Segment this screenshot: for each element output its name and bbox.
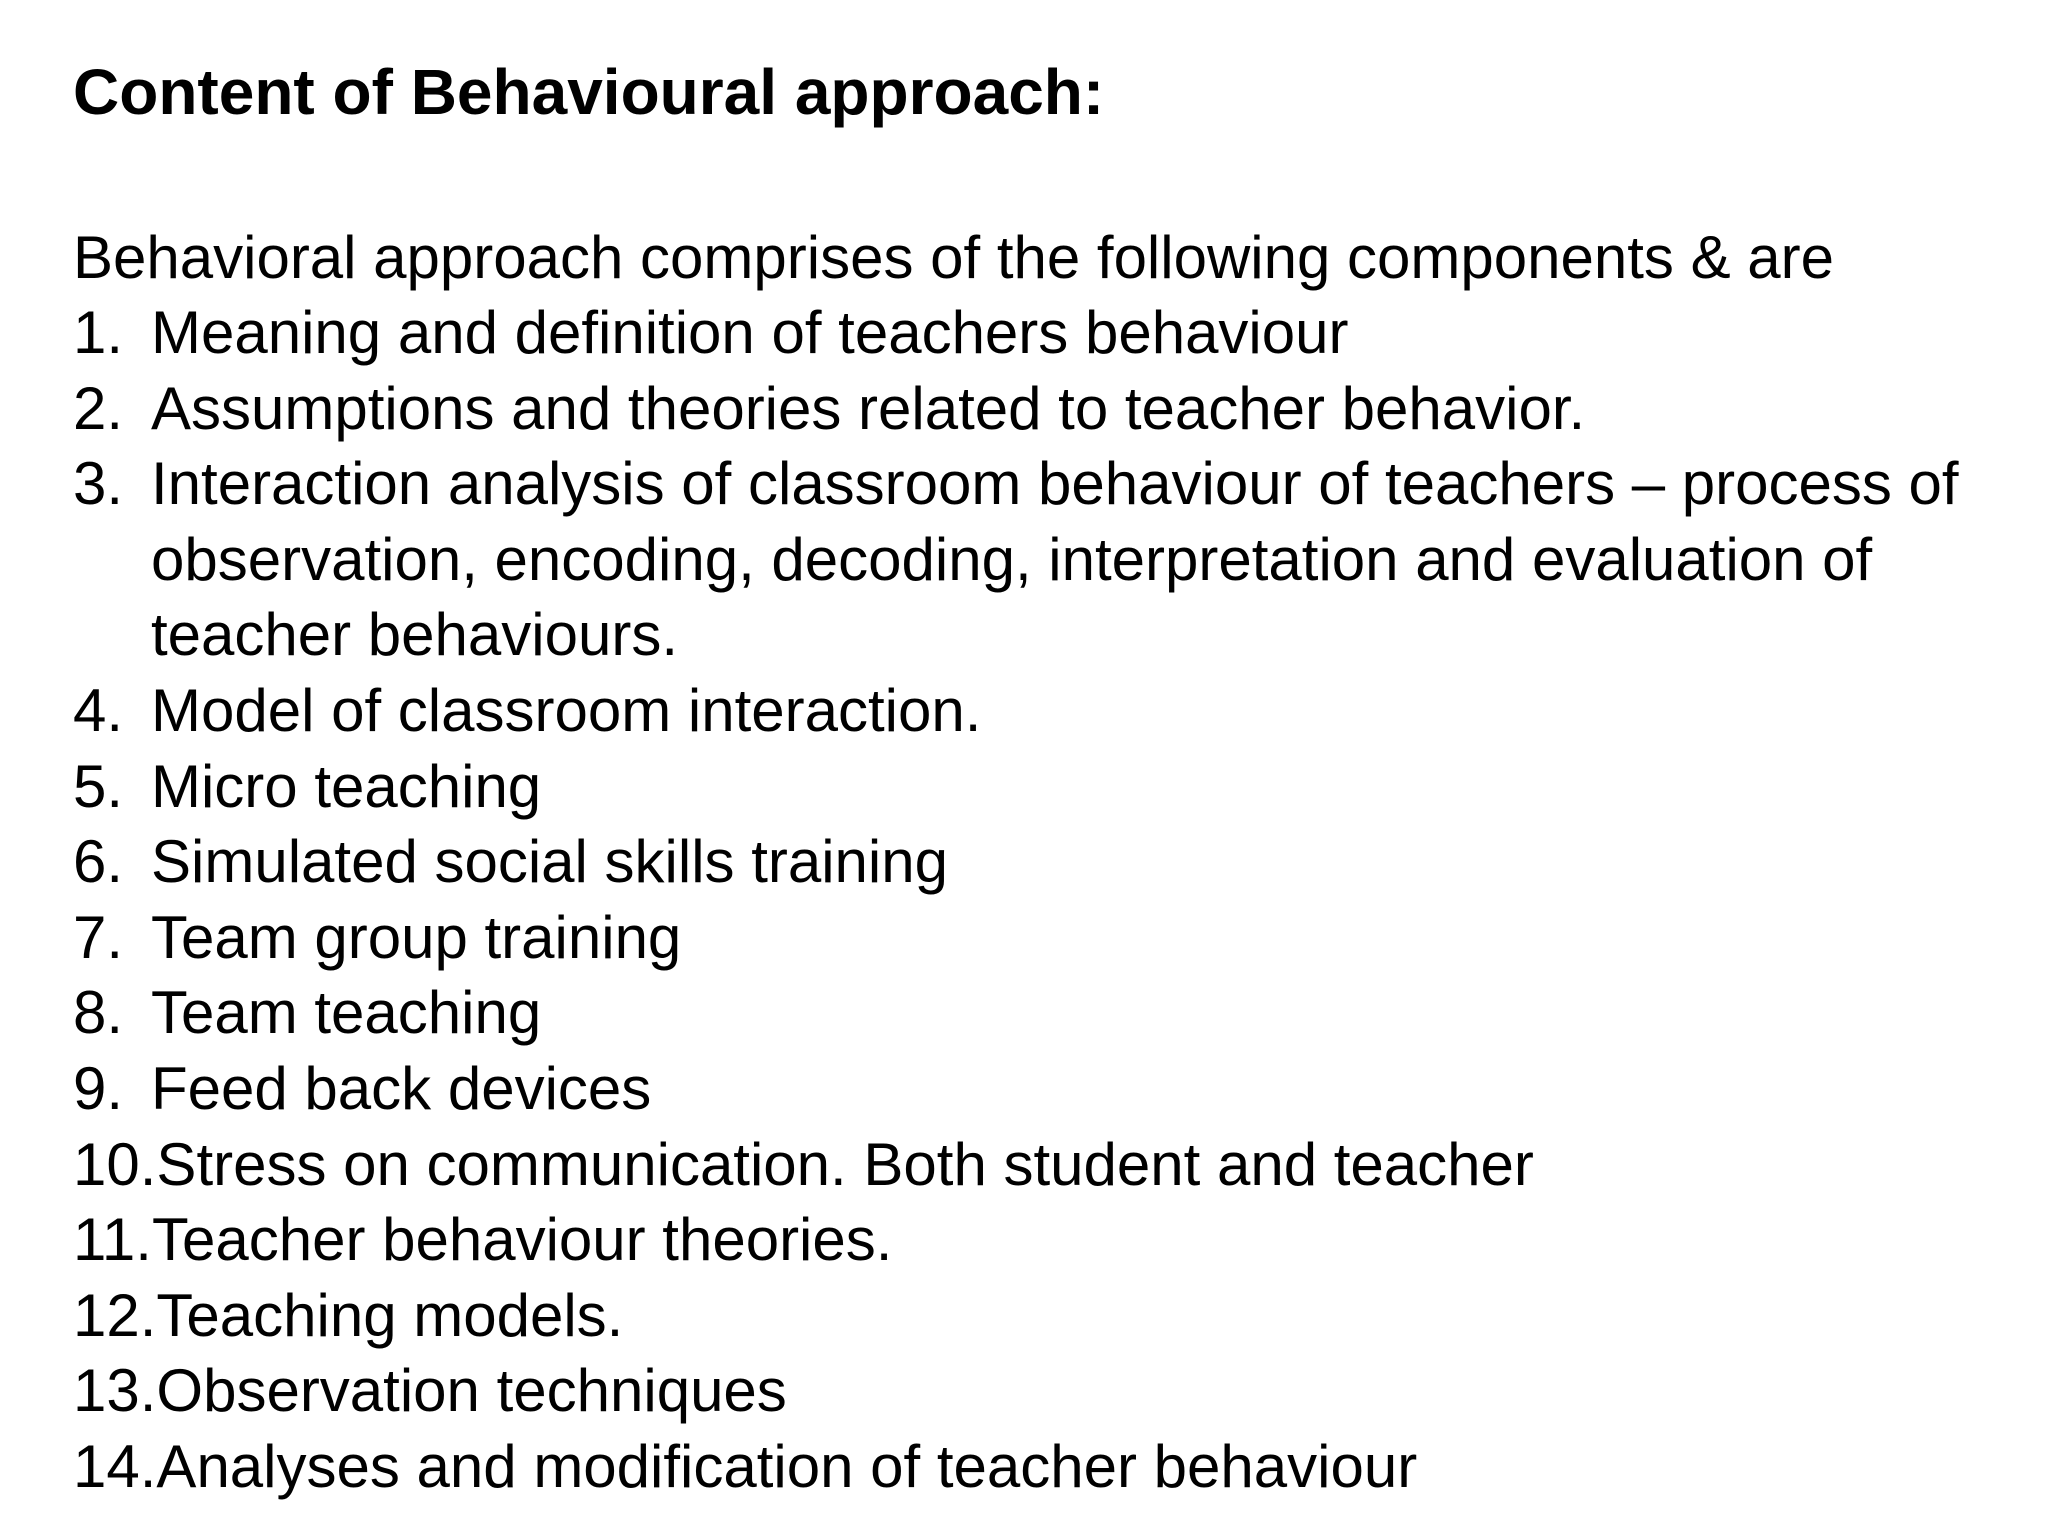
list-item-text: Meaning and definition of teachers behaviour xyxy=(151,299,1349,366)
list-item-text: Team group training xyxy=(151,903,682,971)
list-item-number: 12. xyxy=(73,1281,157,1349)
list-item xyxy=(73,1429,2033,1505)
list-item-number: 10. xyxy=(73,1130,157,1198)
list-item-text: Simulated social skills training xyxy=(151,828,948,896)
list-item-number: 14. xyxy=(73,1432,157,1500)
list-item-text: Teaching models. xyxy=(156,1281,624,1349)
list-item xyxy=(73,749,2033,825)
list-item-text: Team teaching xyxy=(151,979,542,1047)
list-item xyxy=(73,1278,2033,1354)
list-item xyxy=(73,900,2033,976)
list-item-number: 11. xyxy=(73,1206,152,1274)
slide-content xyxy=(73,52,2033,1505)
list-item xyxy=(73,824,2033,900)
list-item-number: 9. xyxy=(73,1054,124,1122)
list-item-number: 3. xyxy=(73,450,124,518)
list-item-text: Interaction analysis of classroom behaviour of teachers – process of observation, encoding, decoding, interpretation and evaluation of teacher behaviours. xyxy=(151,450,1959,669)
list-item-number: 2. xyxy=(73,374,124,442)
list-item-text: Analyses and modification of teacher behaviour xyxy=(156,1432,1418,1500)
list-item-text: Stress on communication. Both student and teacher xyxy=(156,1130,1534,1198)
list-item-number: 13. xyxy=(73,1357,157,1425)
list-item xyxy=(73,1202,2033,1278)
list-item xyxy=(73,446,2033,673)
page-title: Content of Behavioural approach: xyxy=(73,56,1105,128)
list-item xyxy=(73,371,2033,447)
list-item-text: Observation techniques xyxy=(156,1357,787,1425)
list-item-text: Assumptions and theories related to teacher behavior. xyxy=(151,374,1586,442)
list-item-number: 5. xyxy=(73,752,124,820)
list-item-number: 1. xyxy=(73,299,124,366)
list-item-text: Feed back devices xyxy=(151,1054,652,1122)
list-item-number: 7. xyxy=(73,903,124,971)
list-item-number: 4. xyxy=(73,676,124,744)
list-item xyxy=(73,975,2033,1051)
list-item-text: Micro teaching xyxy=(151,752,542,820)
components-list xyxy=(73,295,2033,1505)
list-item-text: Teacher behaviour theories. xyxy=(151,1206,893,1274)
list-item xyxy=(73,1127,2033,1203)
intro-text: Behavioral approach comprises of the following components & are xyxy=(73,224,1834,291)
list-item-number: 6. xyxy=(73,828,124,896)
list-item xyxy=(73,1353,2033,1429)
list-item-text: Model of classroom interaction. xyxy=(151,676,982,744)
list-item xyxy=(73,295,2033,371)
list-item-number: 8. xyxy=(73,979,124,1047)
list-item xyxy=(73,1051,2033,1127)
list-item xyxy=(73,673,2033,749)
